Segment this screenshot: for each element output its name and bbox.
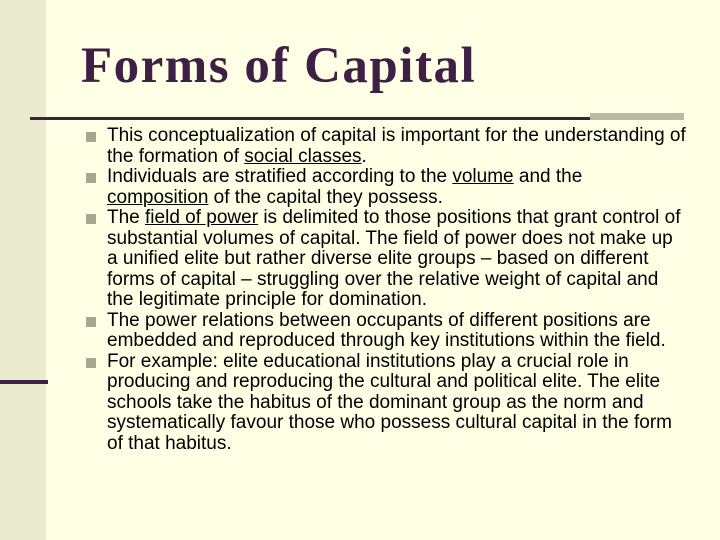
bullet-text: [107, 310, 666, 352]
text-run: For example: elite educational institutions play a crucial role in producing and reproducing the cultural and political elite. The elite schools take the habitus of the dominant group as the norm and systematically favour those who possess cultural capital in the form of that habitus.: [107, 350, 672, 454]
bullet-list: [86, 126, 686, 454]
slide-title: Forms of Capital: [81, 38, 477, 94]
left-accent-rule: [0, 380, 48, 384]
title-underline-shadow: [590, 113, 684, 120]
bullet-item: [86, 167, 686, 208]
emphasis-term: field of power: [145, 207, 259, 228]
title-underline-rule: [30, 117, 590, 120]
bullet-item: [86, 352, 686, 455]
text-run: The: [107, 207, 146, 228]
square-bullet-icon: [86, 132, 96, 142]
text-run: is delimited to those positions that grant control of substantial volumes of capital. The field of power does not make up a unified elite but rather diverse elite groups – based on different forms of capital – struggling over the relative weight of capital and the legitimate principle for domination.: [107, 207, 681, 310]
bullet-item: [86, 311, 686, 352]
square-bullet-icon: [86, 173, 96, 183]
square-bullet-icon: [86, 214, 96, 224]
square-bullet-icon: [86, 358, 96, 368]
emphasis-term: social classes: [244, 145, 362, 167]
bullet-item: [86, 208, 686, 311]
bullet-text: [107, 125, 686, 167]
text-run: This conceptualization of capital is important for the understanding of the formation of: [107, 125, 686, 167]
square-bullet-icon: [86, 317, 96, 327]
text-run: .: [361, 145, 367, 167]
bullet-text: [107, 351, 672, 454]
bullet-text: [107, 207, 681, 310]
emphasis-term: volume: [452, 166, 514, 187]
left-decor-band: [0, 0, 46, 540]
text-run: and the: [513, 166, 583, 187]
bullet-text: [107, 166, 582, 208]
bullet-item: [86, 126, 686, 167]
text-run: of the capital they possess.: [208, 186, 443, 208]
emphasis-term: composition: [107, 186, 209, 208]
text-run: Individuals are stratified according to the: [107, 166, 453, 187]
text-run: The power relations between occupants of different positions are embedded and reproduced through key institutions within the field.: [107, 309, 666, 351]
